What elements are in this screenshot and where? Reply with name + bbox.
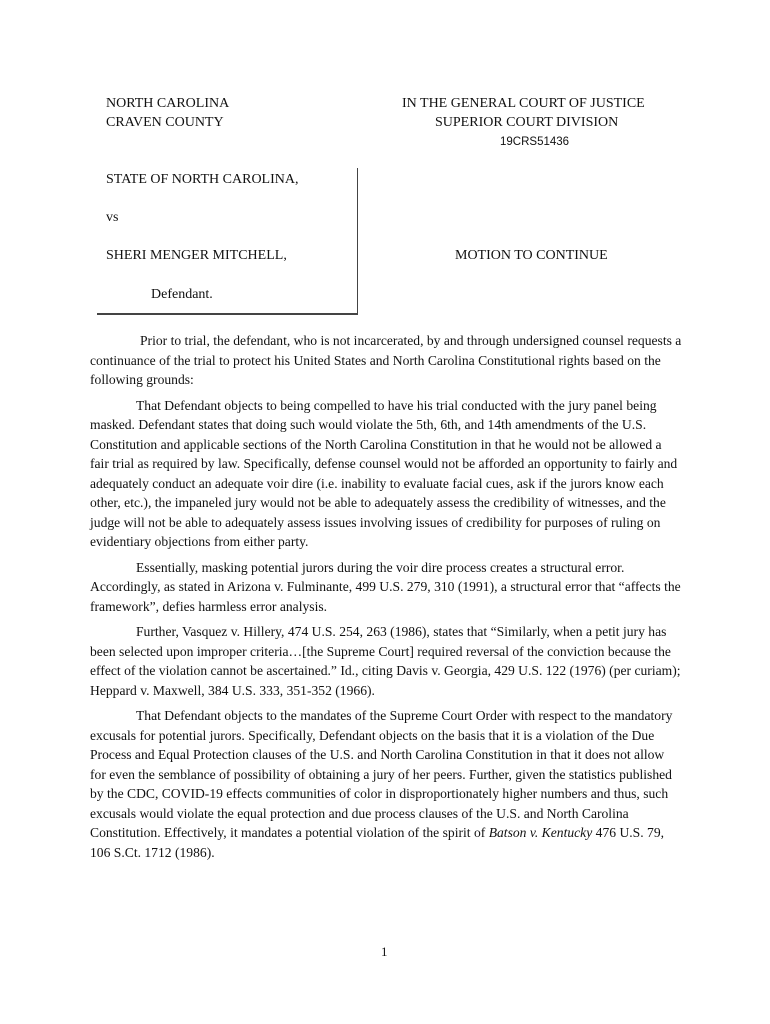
caption-county: CRAVEN COUNTY [106, 115, 224, 130]
paragraph-5-main: That Defendant objects to the mandates of the Supreme Court Order with respect to the mandatory excusals for potential jurors. Specifically, Defendant objects on the basis that it is a violation of the Due Process and Equal Protection clauses of the U.S. and North Carolina Constitution in that it does not allow for even the semblance of possibility of obtaining a jury of her peers. Further, given the statistics published by the CDC, COVID-19 effects communities of color in disproportionately higher numbers and thus, such excusals would violate the equal protection and due process clauses of the U.S. and North Carolina Constitution. Effectively, it mandates a potential violation of the spirit of [90, 708, 673, 840]
paragraph-5-citation: 476 U.S. 79, 106 S.Ct. 1712 (1986). [90, 825, 665, 860]
paragraph-2: That Defendant objects to being compelled to have his trial conducted with the jury panel being masked. Defendant states that doing such would violate the 5th, 6th, and 14th amendments of the U.S. Constitution and applicable sections of the North Carolina Constitution in that he would not be allowed a fair trial as required by law. Specifically, defense counsel would not be afforded an opportunity to fairly and adequately conduct an adequate voir dire (i.e. inability to evaluate facial cues, ask if the jurors know each other, etc.), the impaneled jury would not be able to adequately assess the credibility of witnesses, and the judge will not be able to adequately assess issues involving issues of credibility for purposes of ruling on evidentiary objections from either party. [90, 397, 678, 549]
motion-title: MOTION TO CONTINUE [455, 248, 608, 263]
plaintiff-name: STATE OF NORTH CAROLINA, [106, 172, 299, 187]
versus: vs [106, 210, 119, 225]
caption-division: SUPERIOR COURT DIVISION [435, 115, 619, 130]
caption-horizontal-rule [97, 313, 358, 315]
caption-state: NORTH CAROLINA [106, 96, 230, 111]
paragraph-4: Further, Vasquez v. Hillery, 474 U.S. 254, 263 (1986), states that “Similarly, when a petit jury has been selected upon improper criteria…[the Supreme Court] required reversal of the conviction because the effect of the violation cannot be ascertained.” Id., citing Davis v. Georgia, 429 U.S. 122 (1976) (per curiam); Heppard v. Maxwell, 384 U.S. 333, 351-352 (1966). [90, 624, 681, 698]
defendant-role: Defendant. [151, 287, 213, 302]
case-name-batson: Batson v. Kentucky [488, 825, 593, 840]
motion-body [90, 331, 682, 868]
caption-vertical-rule [357, 168, 358, 315]
file-number: 19CRS51436 [500, 136, 570, 148]
page-number: 1 [381, 944, 388, 959]
paragraph-1: Prior to trial, the defendant, who is not incarcerated, by and through undersigned counsel requests a continuance of the trial to protect his United States and North Carolina Constitutional rights based on the following grounds: [90, 333, 682, 387]
paragraph-5 [90, 706, 682, 862]
paragraph-3: Essentially, masking potential jurors during the voir dire process creates a structural error. Accordingly, as stated in Arizona v. Fulminante, 499 U.S. 279, 310 (1991), a structural error that “affects the framework”, defies harmless error analysis. [90, 559, 681, 614]
defendant-name: SHERI MENGER MITCHELL, [106, 248, 287, 263]
caption-court: IN THE GENERAL COURT OF JUSTICE [402, 96, 645, 111]
